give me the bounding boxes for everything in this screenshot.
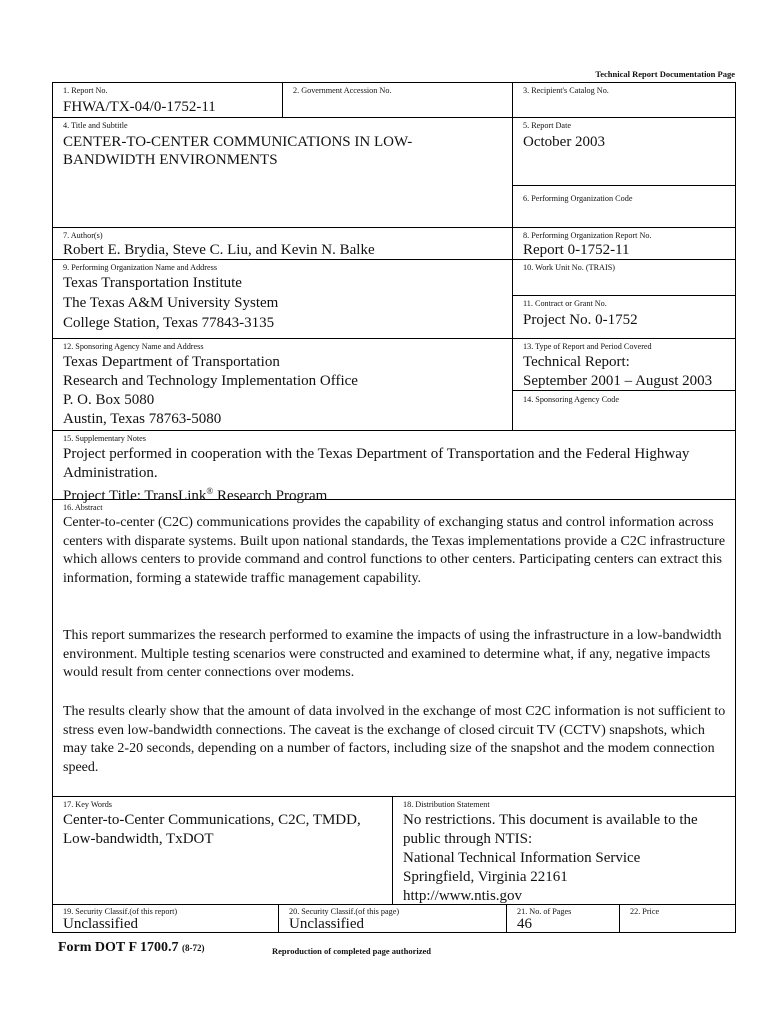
form-name [58, 940, 205, 956]
perf-org-name-line-3: College Station, Texas 77843-3135 [63, 315, 275, 331]
project-title-prefix: Project Title: TransLink [63, 488, 207, 504]
work-unit-label: 10. Work Unit No. (TRAIS) [523, 263, 615, 272]
security-report-box [53, 905, 279, 932]
distribution-line-2: public through NTIS: [403, 831, 533, 847]
sponsor-code-label: 14. Sponsoring Agency Code [523, 395, 619, 404]
price-label: 22. Price [630, 907, 660, 916]
security-page-box [279, 905, 507, 932]
perf-org-code-label: 6. Performing Organization Code [523, 194, 633, 203]
distribution-label: 18. Distribution Statement [403, 800, 490, 809]
contract-box [513, 296, 735, 339]
sponsor-box [53, 339, 513, 431]
report-date-box [513, 118, 735, 186]
distribution-line-5: http://www.ntis.gov [403, 888, 523, 904]
security-report-label: 19. Security Classif.(of this report) [63, 907, 178, 916]
key-words-line-1: Center-to-Center Communications, C2C, TMDD, [63, 812, 361, 828]
sponsor-line-1: Texas Department of Transportation [63, 354, 280, 370]
abstract-paragraph-2: This report summarizes the research performed to examine the impacts of using the infrastructure in a low-bandwidth environment. Multiple testing scenarios were constructed and examined to determine what, if any, negative impacts would result from center connections over modems. [63, 628, 722, 680]
abstract-box [53, 500, 735, 797]
perf-org-report-value: Report 0-1752-11 [523, 242, 630, 258]
perf-org-name-label: 9. Performing Organization Name and Address [63, 263, 218, 272]
registered-mark: ® [206, 486, 214, 496]
report-type-line-1: Technical Report: [523, 354, 630, 370]
security-page-label: 20. Security Classif.(of this page) [289, 907, 400, 916]
gov-accession-box [283, 83, 513, 118]
key-words-label: 17. Key Words [63, 800, 112, 809]
title-box [53, 118, 513, 228]
perf-org-name-line-2: The Texas A&M University System [63, 295, 279, 311]
work-unit-box [513, 260, 735, 296]
sponsor-line-4: Austin, Texas 78763-5080 [63, 411, 222, 427]
authors-label: 7. Author(s) [63, 231, 103, 240]
num-pages-value: 46 [517, 916, 532, 932]
recipient-catalog-label: 3. Recipient's Catalog No. [523, 86, 609, 95]
report-type-line-2: September 2001 – August 2003 [523, 373, 713, 389]
authors-value: Robert E. Brydia, Steve C. Liu, and Kevin N. Balke [63, 242, 375, 258]
form-date: (8-72) [182, 943, 205, 953]
gov-accession-label: 2. Government Accession No. [293, 86, 392, 95]
title-label: 4. Title and Subtitle [63, 121, 128, 130]
report-no-value: FHWA/TX-04/0-1752-11 [63, 99, 216, 115]
price-box [620, 905, 735, 932]
contract-value: Project No. 0-1752 [523, 312, 638, 328]
num-pages-box [507, 905, 620, 932]
report-type-label: 13. Type of Report and Period Covered [523, 342, 652, 351]
contract-label: 11. Contract or Grant No. [523, 299, 607, 308]
perf-org-report-label: 8. Performing Organization Report No. [523, 231, 652, 240]
page-header: Technical Report Documentation Page [595, 69, 735, 79]
security-page-value: Unclassified [289, 916, 364, 932]
report-no-box [53, 83, 283, 118]
authors-box [53, 228, 513, 260]
num-pages-label: 21. No. of Pages [517, 907, 572, 916]
report-date-label: 5. Report Date [523, 121, 571, 130]
sponsor-line-3: P. O. Box 5080 [63, 392, 155, 408]
supp-notes-line-2: Administration. [63, 465, 158, 481]
key-words-line-2: Low-bandwidth, TxDOT [63, 831, 214, 847]
key-words-box [53, 797, 393, 905]
perf-org-name-line-1: Texas Transportation Institute [63, 275, 242, 291]
security-report-value: Unclassified [63, 916, 138, 932]
distribution-line-4: Springfield, Virginia 22161 [403, 869, 568, 885]
project-title-suffix: Research Program [213, 488, 328, 504]
perf-org-name-box [53, 260, 513, 339]
documentation-form [52, 82, 736, 933]
distribution-line-1: No restrictions. This document is available to the [403, 812, 698, 828]
report-date-value: October 2003 [523, 134, 606, 150]
sponsor-code-box [513, 391, 735, 431]
supp-notes-label: 15. Supplementary Notes [63, 434, 146, 443]
report-type-box [513, 339, 735, 391]
perf-org-report-box [513, 228, 735, 260]
supp-notes-box [53, 431, 735, 504]
report-no-label: 1. Report No. [63, 86, 108, 95]
supp-notes-line-1: Project performed in cooperation with the Texas Department of Transportation and the Federal Highway [63, 446, 690, 462]
sponsor-label: 12. Sponsoring Agency Name and Address [63, 342, 204, 351]
distribution-box [393, 797, 735, 905]
perf-org-code-box [513, 186, 735, 228]
distribution-line-3: National Technical Information Service [403, 850, 641, 866]
title-line-2: BANDWIDTH ENVIRONMENTS [63, 152, 278, 168]
abstract-label: 16. Abstract [63, 503, 103, 512]
sponsor-line-2: Research and Technology Implementation Office [63, 373, 358, 389]
title-line-1: CENTER-TO-CENTER COMMUNICATIONS IN LOW- [63, 134, 413, 150]
reproduction-note: Reproduction of completed page authorized [272, 946, 431, 956]
abstract-paragraph-3: The results clearly show that the amount of data involved in the exchange of most C2C information is not sufficient to stress even low-bandwidth connections. The caveat is the exchange of closed circuit TV (CCTV) snapshots, which may take 2-20 seconds, depending on a number of factors, including size of the snapshot and the modem connection speed. [63, 704, 726, 775]
recipient-catalog-box [513, 83, 735, 118]
abstract-paragraph-1: Center-to-center (C2C) communications provides the capability of exchanging status and control information across centers with disparate systems. Built upon national standards, the Texas implementations provide a C2C infrastructure which allows centers to provide command and control functions to other centers. Participating centers can extract this information, forming a statewide traffic management capability. [63, 515, 726, 586]
form-name-text: Form DOT F 1700.7 [58, 940, 179, 955]
